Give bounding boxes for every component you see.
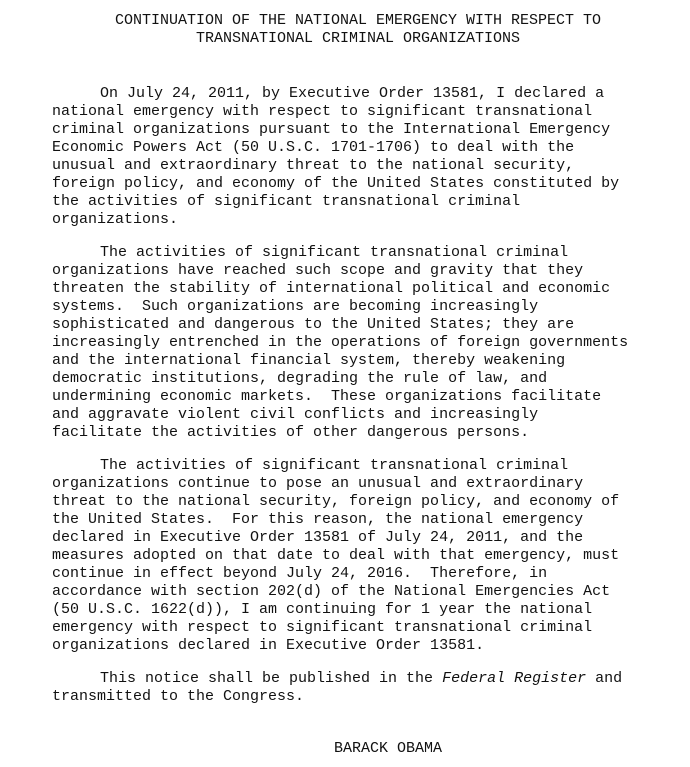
paragraph-3-line: declared in Executive Order 13581 of July 24, 2011, and the — [52, 529, 584, 546]
paragraph-3-line: (50 U.S.C. 1622(d)), I am continuing for 1 year the national — [52, 601, 593, 618]
paragraph-1-line: national emergency with respect to significant transnational — [52, 103, 593, 120]
paragraph-3-line: organizations continue to pose an unusual and extraordinary — [52, 475, 584, 492]
paragraph-2-line: increasingly entrenched in the operations of foreign governments — [52, 334, 629, 351]
paragraph-2-line: sophisticated and dangerous to the United States; they are — [52, 316, 575, 333]
paragraph-2 — [52, 244, 672, 442]
paragraph-2-line: and the international financial system, thereby weakening — [52, 352, 566, 369]
paragraph-3-line: accordance with section 202(d) of the National Emergencies Act — [52, 583, 611, 600]
paragraph-3 — [52, 457, 672, 655]
paragraph-2-line: organizations have reached such scope and gravity that they — [52, 262, 584, 279]
paragraph-3-line: organizations declared in Executive Order 13581. — [52, 637, 485, 654]
paragraph-1-line: criminal organizations pursuant to the International Emergency — [52, 121, 611, 138]
paragraph-3-line: The activities of significant transnational criminal — [100, 457, 569, 474]
paragraph-4-line: transmitted to the Congress. — [52, 688, 305, 705]
title-line-1: CONTINUATION OF THE NATIONAL EMERGENCY WITH RESPECT TO — [114, 12, 602, 29]
document-title — [0, 12, 690, 48]
paragraph-3-line: emergency with respect to significant transnational criminal — [52, 619, 593, 636]
paragraph-2-line: systems. Such organizations are becoming increasingly — [52, 298, 539, 315]
paragraph-2-line: and aggravate violent civil conflicts and increasingly — [52, 406, 539, 423]
paragraph-2-line: The activities of significant transnational criminal — [100, 244, 569, 261]
paragraph-2-line: threaten the stability of international political and economic — [52, 280, 611, 297]
paragraph-2-line: undermining economic markets. These organizations facilitate — [52, 388, 602, 405]
paragraph-3-line: continue in effect beyond July 24, 2016. Therefore, in — [52, 565, 548, 582]
paragraph-2-line: facilitate the activities of other dangerous persons. — [52, 424, 530, 441]
paragraph-1-line: organizations. — [52, 211, 179, 228]
paragraph-4-line: This notice shall be published in the Federal Register and — [100, 670, 623, 687]
paragraph-1-line: unusual and extraordinary threat to the national security, — [52, 157, 575, 174]
paragraph-2-line: democratic institutions, degrading the rule of law, and — [52, 370, 548, 387]
signature: BARACK OBAMA — [334, 740, 443, 757]
paragraph-1-line: Economic Powers Act (50 U.S.C. 1701-1706) to deal with the — [52, 139, 575, 156]
paragraph-1-line: the activities of significant transnational criminal — [52, 193, 521, 210]
title-line-2: TRANSNATIONAL CRIMINAL ORGANIZATIONS — [195, 30, 521, 47]
paragraph-3-line: threat to the national security, foreign policy, and economy of — [52, 493, 620, 510]
paragraph-3-line: the United States. For this reason, the national emergency — [52, 511, 584, 528]
paragraph-3-line: measures adopted on that date to deal with that emergency, must — [52, 547, 620, 564]
paragraph-1-line: On July 24, 2011, by Executive Order 13581, I declared a — [100, 85, 605, 102]
paragraph-4 — [52, 670, 672, 706]
federal-register-title: Federal Register — [442, 670, 587, 687]
paragraph-1-line: foreign policy, and economy of the United States constituted by — [52, 175, 620, 192]
paragraph-1 — [52, 85, 672, 229]
